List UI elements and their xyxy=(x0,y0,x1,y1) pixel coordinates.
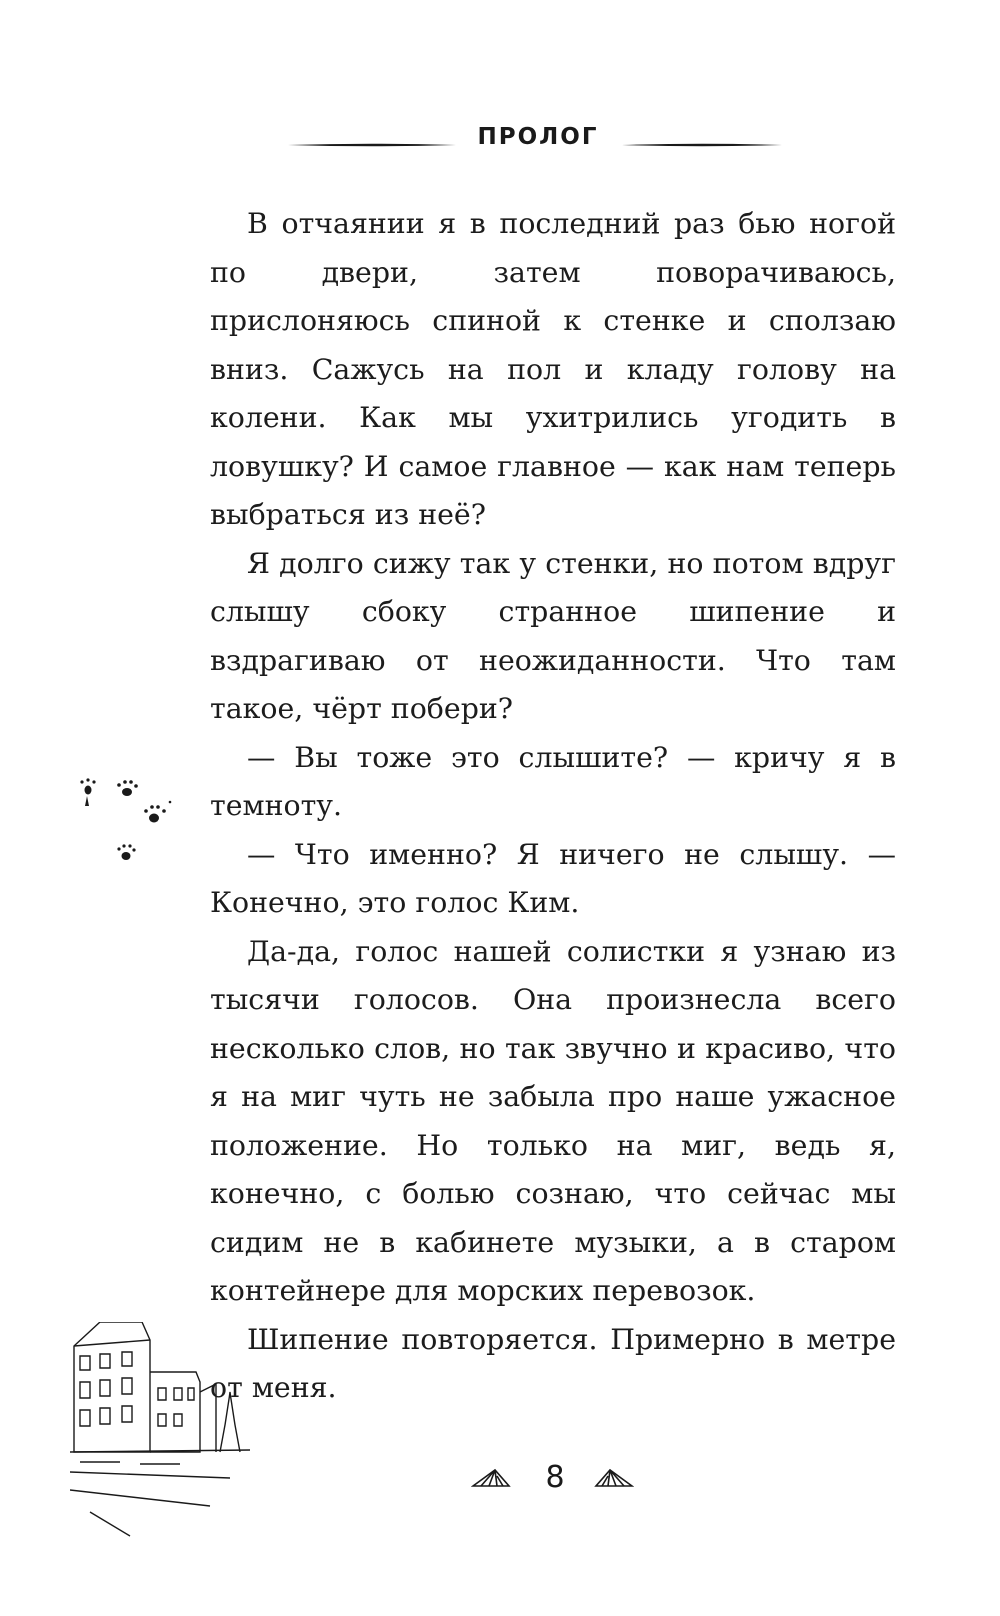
paragraph: В отчаянии я в последний раз бью ногой по двери, затем поворачиваюсь, прислоняюсь спиной к стенке и сползаю вниз. Сажусь на пол и кладу голову на колени. Как мы ухитрились угодить в ловушку? И самое главное — как нам теперь выбраться из неё? xyxy=(210,207,896,531)
ornament-right-icon xyxy=(594,1466,634,1495)
paragraph: Да-да, голос нашей солистки я узнаю из тысячи голосов. Она произнесла всего несколько слов, но так звучно и красиво, что я на миг чуть не забыла про наше ужасное положение. Но только на миг, ведь я, конечно, с болью сознаю, что сейчас мы сидим не в кабинете музыки, а в старом контейнере для морских перевозок. xyxy=(210,934,896,1307)
city-buildings-illustration xyxy=(70,1322,250,1538)
paragraph: — Вы тоже это слышите? — кричу я в темноту. xyxy=(210,740,896,822)
ornament-left-icon xyxy=(471,1466,511,1495)
paragraph: Я долго сижу так у стенки, но потом вдруг слышу сбоку странное шипение и вздрагиваю от неожиданности. Что там такое, чёрт побери? xyxy=(210,546,896,725)
body-text xyxy=(210,200,896,1413)
chapter-header xyxy=(0,120,1000,170)
header-rule-left xyxy=(288,143,456,147)
chapter-title: ПРОЛОГ xyxy=(477,124,599,150)
page-footer xyxy=(0,1460,1000,1500)
paragraph: — Что именно? Я ничего не слышу. — Конечно, это голос Ким. xyxy=(210,837,896,919)
page-number: 8 xyxy=(545,1460,565,1495)
paragraph: Шипение повторяется. Примерно в метре от меня. xyxy=(210,1322,896,1404)
header-rule-right xyxy=(622,143,782,147)
paw-prints-icon xyxy=(78,778,178,888)
